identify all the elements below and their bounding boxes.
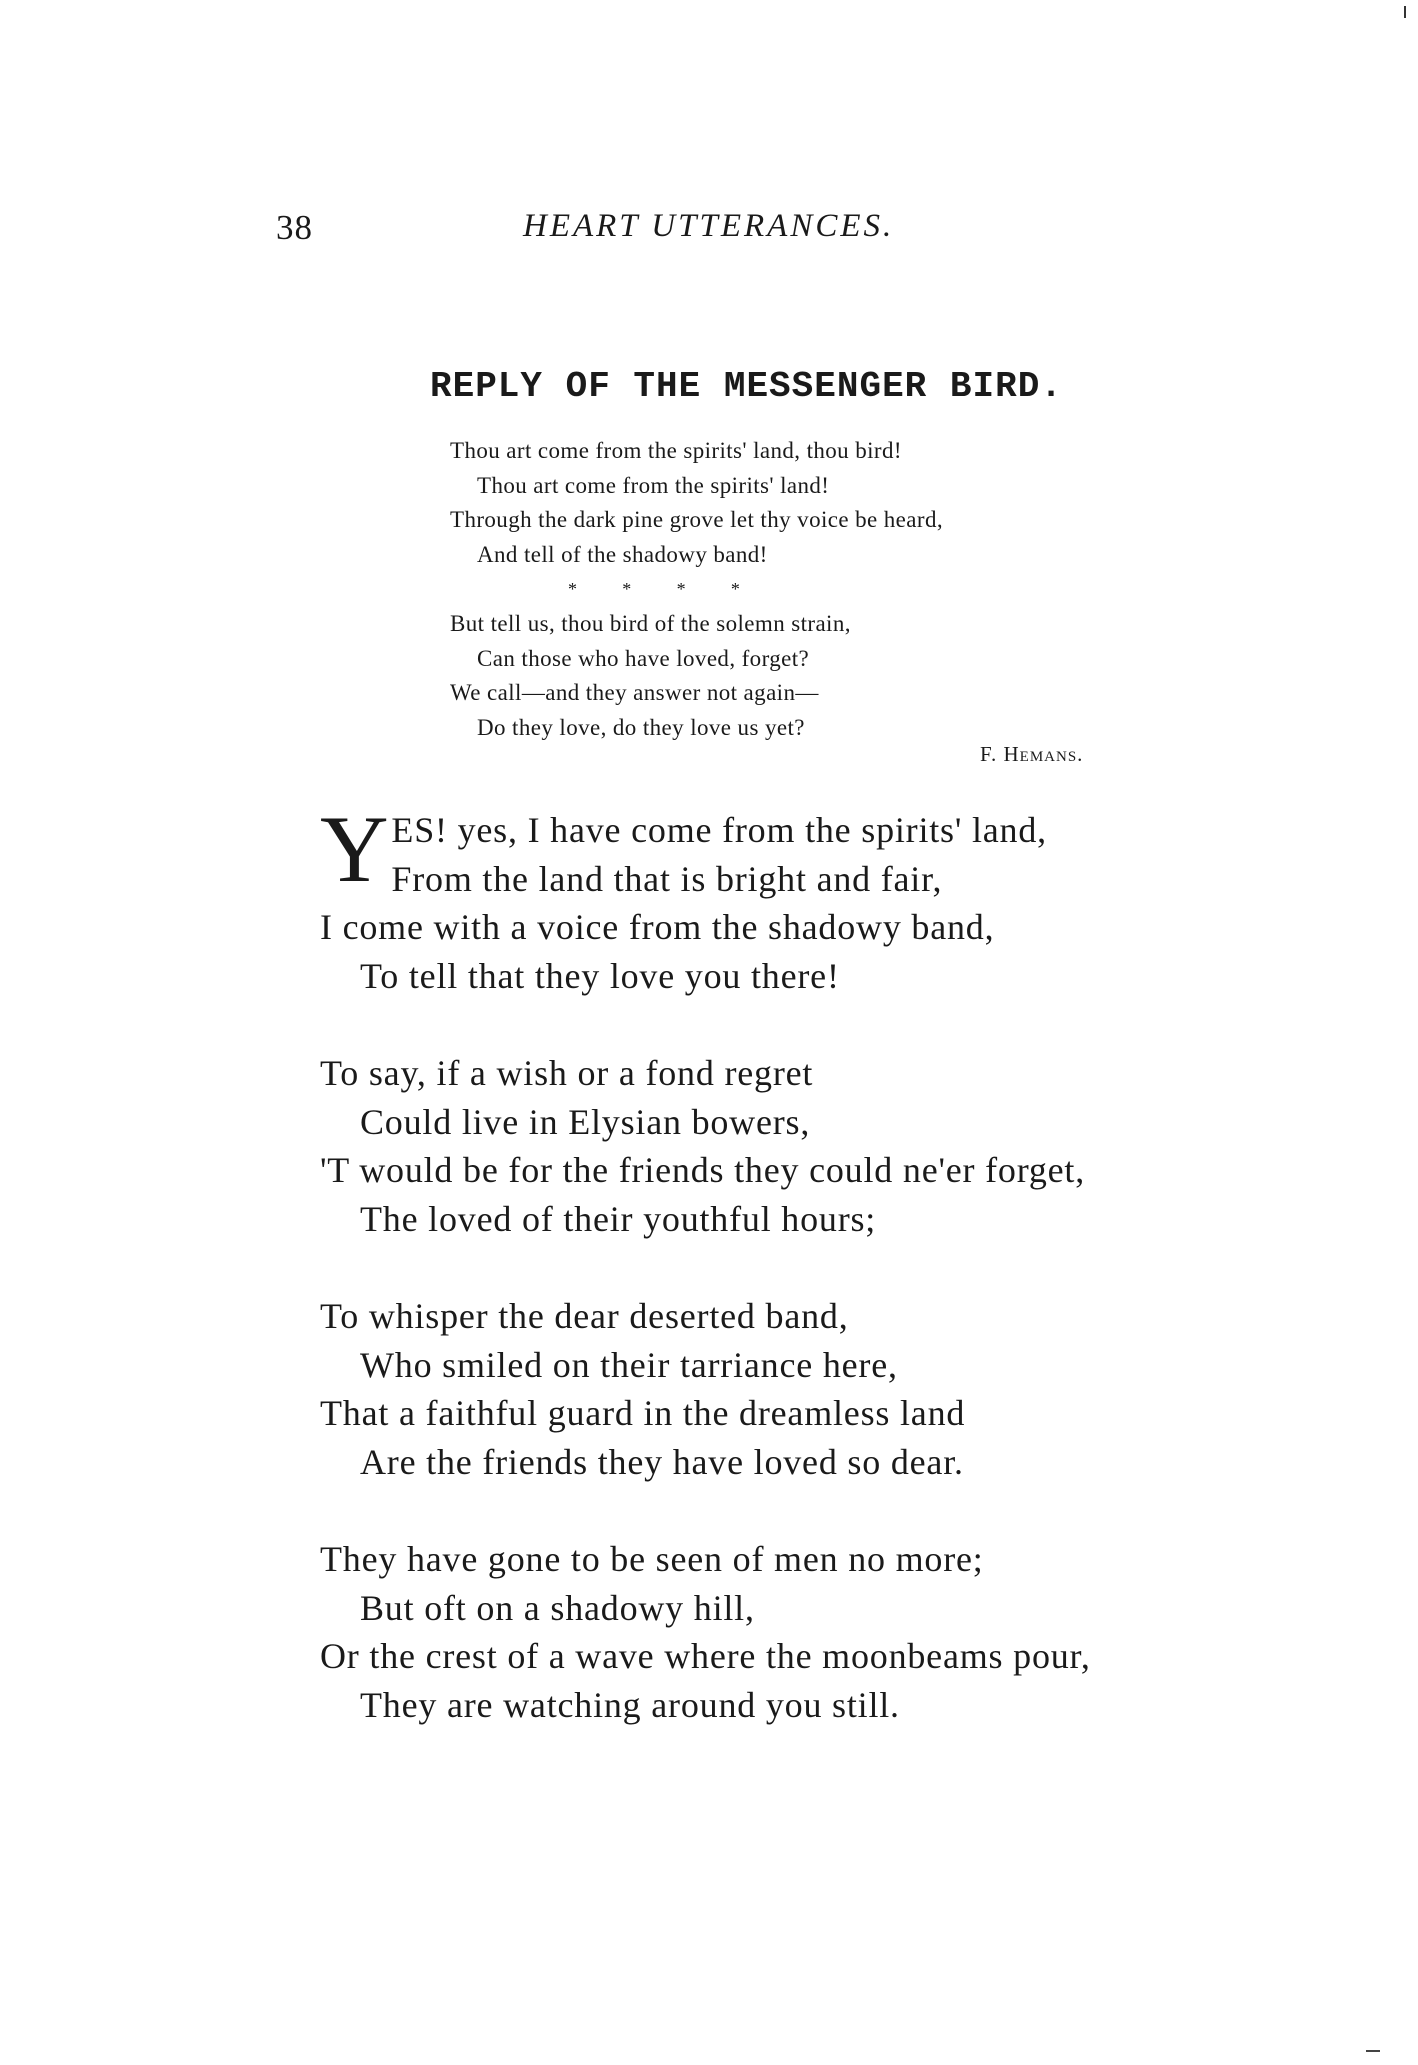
poem-line: From the land that is bright and fair, [391,858,943,899]
scan-mark [1404,6,1406,18]
poem-line: To whisper the dear deserted band, [320,1296,849,1336]
epigraph-line: Through the dark pine grove let thy voice be heard, [450,507,944,533]
poem-line: 'T would be for the friends they could ne'er forget, [320,1150,1086,1190]
page-number: 38 [276,208,313,247]
poem-line: They are watching around you still. [360,1684,900,1725]
running-title: HEART UTTERANCES. [523,208,895,244]
epigraph-attribution: F. Hemans. [980,742,1084,766]
epigraph-line: Can those who have loved, forget? [477,645,810,671]
stanza [320,1049,1270,1243]
poem-line: Could live in Elysian bowers, [360,1101,811,1142]
poem-line: ES! yes, I have come from the spirits' land, [391,810,1047,850]
scan-mark [1366,2050,1380,2052]
poem-line: The loved of their youthful hours; [360,1198,877,1239]
epigraph [450,434,1150,745]
poem-line: I come with a voice from the shadowy band, [320,907,995,947]
stanza [320,1535,1270,1729]
drop-cap: Y [320,806,390,902]
poem-line: To say, if a wish or a fond regret [320,1053,814,1093]
epigraph-line: Do they love, do they love us yet? [477,714,805,740]
poem-line: That a faithful guard in the dreamless land [320,1393,966,1433]
poem-line: To tell that they love you there! [360,955,840,996]
poem-line: But oft on a shadowy hill, [360,1587,755,1628]
stanza [320,806,1270,1000]
epigraph-line: Thou art come from the spirits' land, thou bird! [450,438,902,463]
poem-line: They have gone to be seen of men no more; [320,1539,984,1579]
epigraph-line: We call—and they answer not again— [450,680,819,706]
poem-line: Are the friends they have loved so dear. [360,1441,964,1482]
epigraph-line: Thou art come from the spirits' land! [477,472,830,498]
section-break-asterisks: * * * * [568,579,741,600]
poem-title: REPLY OF THE MESSENGER BIRD. [430,366,1063,407]
epigraph-line: And tell of the shadowy band! [477,541,768,567]
epigraph-line: But tell us, thou bird of the solemn strain, [450,610,851,636]
poem-line: Who smiled on their tarriance here, [360,1344,898,1385]
poem-line: Or the crest of a wave where the moonbeams pour, [320,1636,1091,1676]
stanza [320,1292,1270,1486]
